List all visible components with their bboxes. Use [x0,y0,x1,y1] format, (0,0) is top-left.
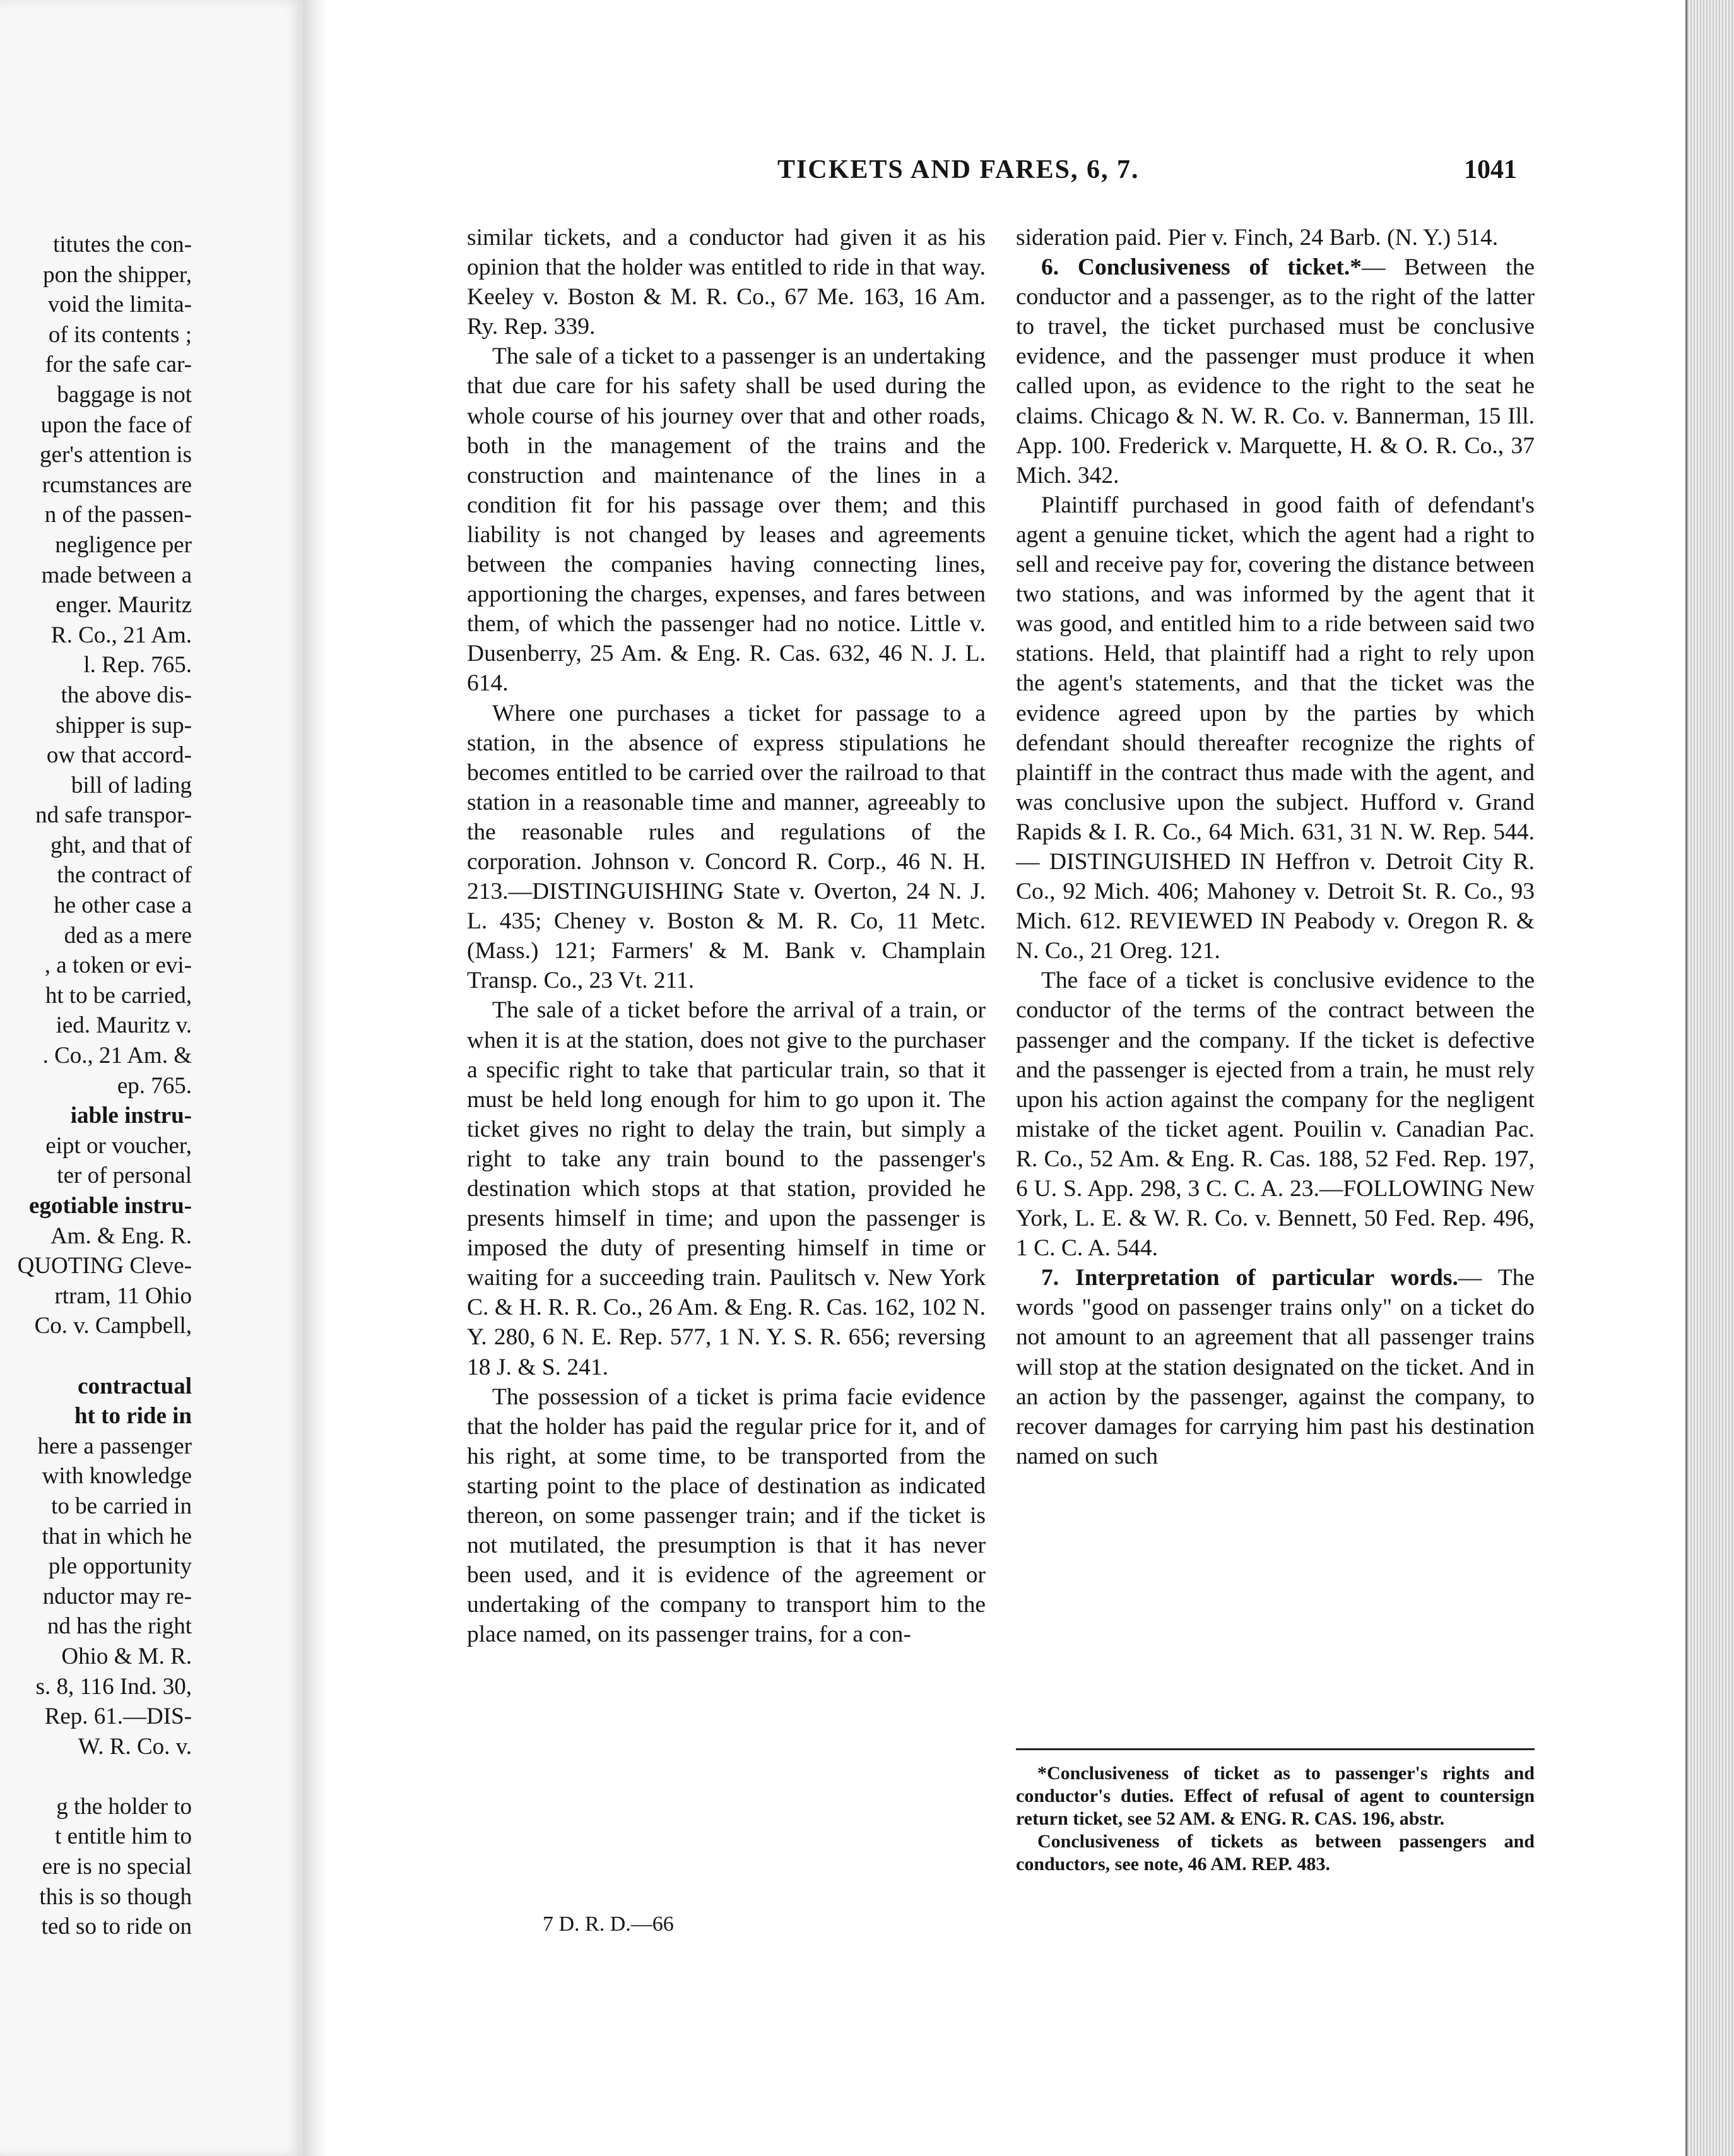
section-body: — The words "good on passenger trains only" on a ticket do not amount to an agreement that all passenger trains will stop at the station designated on the ticket. And in an action by the passenger, against the company, to recover damages for carrying him past his destination named on such [1016,1265,1535,1469]
left-page-line: ht to be carried, [45,982,192,1009]
left-page-line: enger. Mauritz [56,592,192,619]
left-page-line: made between a [41,562,192,588]
left-page-line: ep. 765. [117,1072,192,1099]
paragraph: Where one purchases a ticket for passage to a station, in the absence of express stipulations he becomes entitled to be carried over the railroad to that station in a reasonable time and manner, agreeably to the reasonable rules and regulations of the corporation. Johnson v. Concord R. Corp., 46 N. H. 213.—DISTINGUISHING State v. Overton, 24 N. J. L. 435; Cheney v. Boston & M. R. Co, 11 Metc. (Mass.) 121; Farmers' & M. Bank v. Champlain Transp. Co., 23 Vt. 211. [467,700,986,994]
left-page-line: that in which he [42,1523,192,1549]
left-page-line: to be carried in [51,1493,192,1519]
left-page-line: egotiable instru- [29,1193,192,1219]
left-page-line: rcumstances are [42,471,192,498]
footnote: Conclusiveness of tickets as between passengers and conductors, see note, 46 AM. REP. 483. [1016,1831,1535,1875]
book-page-edge [1685,0,1734,2156]
footnote-rule [1016,1748,1535,1750]
left-page-line: Ohio & M. R. [61,1643,192,1669]
section-heading: 6. Conclusiveness of ticket.* [1041,254,1362,281]
left-page-line: Co. v. Campbell, [34,1313,192,1339]
paragraph: The face of a ticket is conclusive evidence to the conductor of the terms of the contract between the passenger and the company. If the ticket is defective and the passenger is ejected from a train, he must rely upon his action against the company for the negligent mistake of the ticket agent. Pouilin v. Canadian Pac. R. Co., 52 Am. & Eng. R. Cas. 188, 52 Fed. Rep. 197, 6 U. S. App. 298, 3 C. C. A. 23.—FOLLOWING New York, L. E. & W. R. Co. v. Bennett, 50 Fed. Rep. 496, 1 C. C. A. 544. [1016,968,1535,1262]
left-page-line: . Co., 21 Am. & [42,1043,192,1069]
signature-mark: 7 D. R. D.—66 [543,1912,674,1936]
left-page-line: for the safe car- [45,352,192,378]
running-head: TICKETS AND FARES, 6, 7. [777,155,1140,184]
left-page-line: nd safe transpor- [35,802,192,829]
text-column-left [467,223,986,1650]
left-page-line: shipper is sup- [56,712,192,738]
section-6 [1016,252,1535,490]
left-page-line: the contract of [57,862,192,889]
left-page-line: he other case a [54,892,192,919]
left-page-line: baggage is not [57,381,192,408]
left-page-line: nd has the right [47,1613,192,1640]
left-page-line: Am. & Eng. R. [50,1223,192,1249]
paragraph: The sale of a ticket to a passenger is an undertaking that due care for his safety shall be used during the whole course of his journey over that and other roads, both in the management of the trains and the construction and maintenance of the lines in a condition fit for his passage over them; and this liability is not changed by leases and agreements between the companies having connecting lines, apportioning the charges, expenses, and fares between them, of which the passenger had no notice. Little v. Dusenberry, 25 Am. & Eng. R. Cas. 632, 46 N. J. L. 614. [467,343,986,697]
left-page-line: QUOTING Cleve- [17,1253,192,1279]
left-page-line: ied. Mauritz v. [56,1012,192,1039]
text-column-right [1016,223,1535,1471]
left-page-line: this is so though [39,1883,192,1910]
left-page-line: eipt or voucher, [45,1132,192,1159]
left-page-text [0,230,192,1942]
left-page-line [0,1341,192,1371]
left-page-line: s. 8, 116 Ind. 30, [35,1673,192,1700]
left-page-line: with knowledge [42,1463,192,1490]
left-page-line: pon the shipper, [43,261,192,288]
left-page-line: ger's attention is [40,442,192,468]
left-page-line: ow that accord- [46,742,192,769]
left-page-line: ter of personal [57,1163,192,1189]
left-page-line: t entitle him to [55,1823,192,1850]
left-page-line: l. Rep. 765. [83,652,192,678]
left-page-line: ded as a mere [64,922,192,949]
left-page-line: here a passenger [37,1433,192,1459]
left-page-line: of its contents ; [48,321,192,348]
left-page-line: negligence per [55,531,192,558]
footnotes [1016,1762,1535,1876]
paragraph: The possession of a ticket is prima facie evidence that the holder has paid the regular price for it, and of his right, at some time, to be transported from the starting point to the place of destination as indicated thereon, on some passenger train; and if the ticket is not mutilated, the presumption is that it has never been used, and it is evidence of the agreement or undertaking of the company to transport him to the place named, on its passenger trains, for a con- [467,1383,986,1648]
left-page-line: void the limita- [47,292,192,318]
left-page-line: bill of lading [71,772,192,798]
left-page-line: ted so to ride on [41,1914,192,1940]
left-page-line: iable instru- [70,1103,192,1129]
left-page-line: rtram, 11 Ohio [54,1282,192,1309]
left-page-line: g the holder to [56,1793,192,1820]
left-page-line [0,1762,192,1792]
paragraph: The sale of a ticket before the arrival of a train, or when it is at the station, does not give to the purchaser a specific right to take that particular train, so that it must be held long enough for him to go upon it. The ticket gives no right to delay the train, but simply a right to take any train bound to the passenger's destination which stops at that station, provided he presents himself in time; and upon the passenger is imposed the duty of presenting himself in time or waiting for a succeeding train. Paulitsch v. New York C. & H. R. R. Co., 26 Am. & Eng. R. Cas. 162, 102 N. Y. 280, 6 N. E. Rep. 577, 1 N. Y. S. R. 656; reversing 18 J. & S. 241. [467,997,986,1380]
left-page-line: Rep. 61.—DIS- [44,1703,192,1730]
left-page-line: the above dis- [61,682,192,708]
left-page-line: ere is no special [42,1854,192,1880]
left-page-line: titutes the con- [53,232,192,258]
page-number: 1041 [1464,155,1517,184]
paragraph: similar tickets, and a conductor had given it as his opinion that the holder was entitled to ride in that way. Keeley v. Boston & M. R. Co., 67 Me. 163, 16 Am. Ry. Rep. 339. [467,225,986,340]
left-page-line: , a token or evi- [44,952,192,979]
footnote: *Conclusiveness of ticket as to passenger's rights and conductor's duties. Effect of refusal of agent to countersign return ticket, see 52 AM. & ENG. R. CAS. 196, abstr. [1016,1763,1535,1829]
book-gutter [303,0,327,2156]
left-page-line: W. R. Co. v. [78,1733,192,1760]
section-body: — Between the conductor and a passenger, as to the right of the latter to travel, the ticket purchased must be conclusive evidence, and the passenger must produce it when called upon, as evidence to the right to the seat he claims. Chicago & N. W. R. Co. v. Bannerman, 15 Ill. App. 100. Frederick v. Marquette, H. & O. R. Co., 37 Mich. 342. [1016,254,1535,489]
paragraph: sideration paid. Pier v. Finch, 24 Barb. (N. Y.) 514. [1016,225,1499,251]
left-page-line: n of the passen- [44,502,192,528]
left-page-line: R. Co., 21 Am. [50,622,192,648]
left-page-line: ple opportunity [48,1553,192,1580]
paragraph: Plaintiff purchased in good faith of defendant's agent a genuine ticket, which the agent had a right to sell and receive pay for, covering the distance between two stations, and was informed by the agent that it was good, and entitled him to a ride between said two stations. Held, that plaintiff had a right to rely upon the agent's statements, and that the ticket was the evidence agreed upon by the parties by which defendant should thereafter recognize the rights of plaintiff in the contract thus made with the agent, and was conclusive upon the subject. Hufford v. Grand Rapids & I. R. Co., 64 Mich. 631, 31 N. W. Rep. 544. — DISTINGUISHED IN Heffron v. Detroit City R. Co., 92 Mich. 406; Mahoney v. Detroit St. R. Co., 93 Mich. 612. REVIEWED IN Peabody v. Oregon R. & N. Co., 21 Oreg. 121. [1016,492,1535,964]
section-7 [1016,1263,1535,1471]
left-facing-page [0,0,305,2156]
left-page-line: ght, and that of [50,832,192,858]
left-page-line: contractual [78,1373,192,1399]
left-page-line: upon the face of [40,412,192,438]
section-heading: 7. Interpretation of particular words. [1041,1265,1458,1291]
left-page-line: nductor may re- [42,1583,192,1609]
left-page-line: ht to ride in [74,1403,192,1430]
